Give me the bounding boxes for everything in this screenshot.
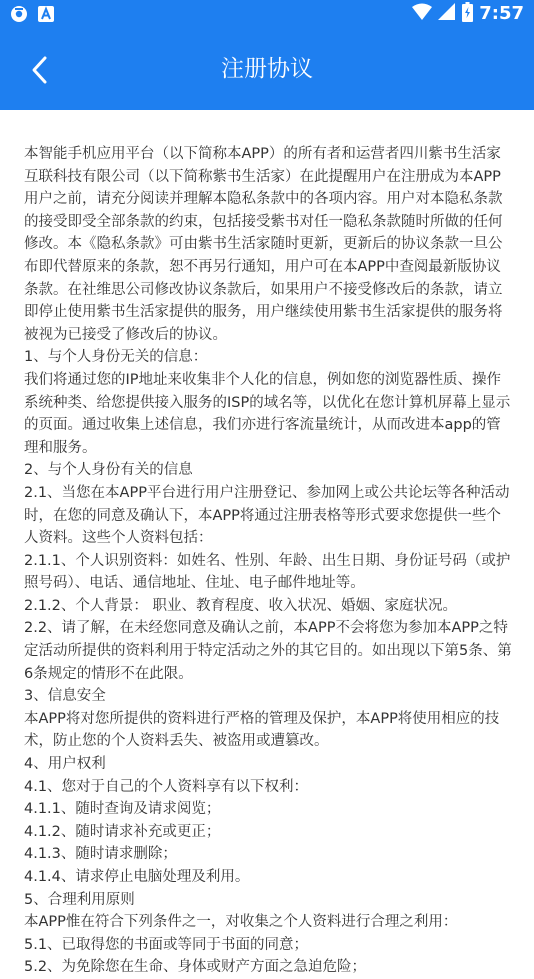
agreement-paragraph: 2.2、请了解，在未经您同意及确认之前，本APP不会将您为参加本APP之特定活动所提供的资料利用于特定活动之外的其它目的。如出现以下第5条、第6条规定的情形不在此限。: [24, 620, 512, 682]
status-bar-left: [10, 5, 54, 27]
agreement-paragraph: 2、与个人身份有关的信息: [24, 462, 193, 479]
chevron-left-icon: [30, 55, 50, 85]
back-button[interactable]: [18, 48, 62, 92]
agreement-paragraph: 本APP惟在符合下列条件之一，对收集之个人资料进行合理之利用：: [24, 914, 458, 931]
status-bar: [0, 0, 534, 28]
page-title: 注册协议: [221, 56, 313, 82]
agreement-text: [24, 143, 514, 979]
agreement-paragraph: 5.2、为免除您在生命、身体或财产方面之急迫危险；: [24, 959, 367, 976]
a-notification-icon: [38, 6, 54, 26]
status-time: 7:57: [479, 3, 524, 24]
wifi-icon: [412, 3, 432, 25]
agreement-paragraph: 2.1.1、个人识别资料：如姓名、性别、年龄、出生日期、身份证号码（或护照号码）、电话、通信地址、住址、电子邮件地址等。: [24, 552, 511, 592]
agreement-paragraph: 4.1.1、随时查询及请求阅览；: [24, 801, 221, 818]
app-bar: [0, 28, 534, 110]
battery-icon: [462, 2, 473, 26]
agreement-paragraph: 4、用户权利: [24, 756, 106, 773]
agreement-paragraph: 5.1、已取得您的书面或等同于书面的同意；: [24, 936, 309, 953]
agreement-paragraph: 本智能手机应用平台（以下简称本APP）的所有者和运营者四川紫书生活家互联科技有限公司（以下简称紫书生活家）在此提醒用户在注册成为本APP用户之前，请充分阅读并理解本隐私条款中的各项内容。用户对本隐私条款的接受即受全部条款的约束，包括接受紫书对任一隐私条款随时所做的任何修改。本《隐私条款》可由紫书生活家随时更新，更新后的协议条款一旦公布即代替原来的条款，恕不再另行通知，用户可在本APP中查阅最新版协议条款。在社维思公司修改协议条款后，如果用户不接受修改后的条款，请立即停止使用紫书生活家提供的服务，用户继续使用紫书生活家提供的服务将被视为已接受了修改后的协议。: [24, 146, 503, 343]
agreement-paragraph: 4.1.4、请求停止电脑处理及利用。: [24, 869, 250, 885]
agreement-paragraph: 4.1、您对于自己的个人资料享有以下权利：: [24, 778, 309, 795]
agreement-paragraph: 1、与个人身份无关的信息：: [24, 349, 208, 366]
agreement-paragraph: 2.1、当您在本APP平台进行用户注册登记、参加网上或公共论坛等各种活动时，在您的同意及确认下，本APP将通过注册表格等形式要求您提供一些个人资料。这些个人资料包括：: [24, 484, 510, 547]
agreement-content[interactable]: [0, 110, 534, 976]
camera-icon: [10, 5, 28, 27]
agreement-paragraph: 4.1.2、随时请求补充或更正；: [24, 823, 221, 840]
agreement-paragraph: 2.1.2、个人背景： 职业、教育程度、收入状况、婚姻、家庭状况。: [24, 597, 458, 614]
agreement-paragraph: 5、合理利用原则: [24, 891, 135, 908]
agreement-paragraph: 4.1.3、随时请求删除；: [24, 846, 177, 863]
status-bar-right: [412, 2, 524, 26]
signal-icon: [438, 3, 456, 25]
agreement-paragraph: 本APP将对您所提供的资料进行严格的管理及保护，本APP将使用相应的技术，防止您的个人资料丢失、被盗用或遭篡改。: [24, 710, 500, 750]
agreement-paragraph: 3、信息安全: [24, 688, 106, 705]
agreement-paragraph: 我们将通过您的IP地址来收集非个人化的信息，例如您的浏览器性质、操作系统种类、给您提供接入服务的ISP的域名等，以优化在您计算机屏幕上显示的页面。通过收集上述信息，我们亦进行客流量统计，从而改进本app的管理和服务。: [24, 371, 511, 456]
